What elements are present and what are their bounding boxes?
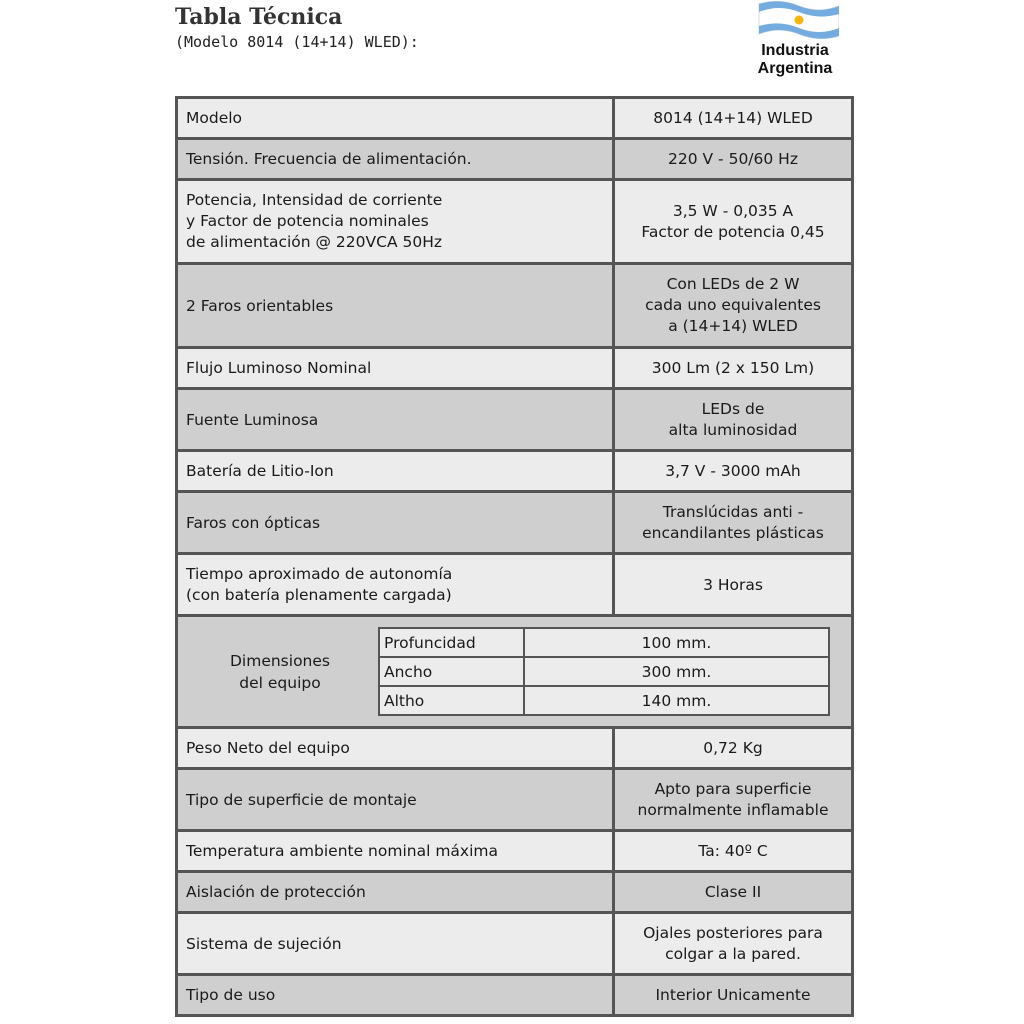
row-label: Tiempo aproximado de autonomía (con batería plenamente cargada) (177, 554, 614, 616)
dimensions-table (378, 627, 830, 716)
dimension-key: Ancho (379, 657, 524, 686)
row-label: Temperatura ambiente nominal máxima (177, 831, 614, 872)
table-row (177, 98, 853, 139)
argentina-flag-icon (755, 0, 839, 40)
row-label: Aislación de protección (177, 872, 614, 913)
dimension-key: Altho (379, 686, 524, 715)
row-label: Modelo (177, 98, 614, 139)
row-value: 8014 (14+14) WLED (614, 98, 853, 139)
table-row (177, 872, 853, 913)
table-row (177, 975, 853, 1016)
dimension-key: Profuncidad (379, 628, 524, 657)
logo-text-line1: Industria (761, 42, 829, 59)
table-row (177, 180, 853, 264)
table-row (177, 264, 853, 348)
spec-table (175, 96, 854, 1017)
row-label: Tensión. Frecuencia de alimentación. (177, 139, 614, 180)
table-row (177, 554, 853, 616)
table-row (177, 451, 853, 492)
row-value: Ta: 40º C (614, 831, 853, 872)
table-row (177, 139, 853, 180)
page-subtitle: (Modelo 8014 (14+14) WLED): (175, 33, 419, 51)
page-title: Tabla Técnica (175, 4, 343, 30)
logo-text-line2: Argentina (757, 60, 833, 77)
dimension-value: 140 mm. (524, 686, 829, 715)
row-label: Fuente Luminosa (177, 389, 614, 451)
row-label: Sistema de sujeción (177, 913, 614, 975)
row-label: Peso Neto del equipo (177, 728, 614, 769)
row-label: Tipo de uso (177, 975, 614, 1016)
dimensions-label: Dimensiones del equipo (229, 651, 330, 692)
row-value: Apto para superficie normalmente inflamable (614, 769, 853, 831)
dimension-value: 300 mm. (524, 657, 829, 686)
dimensions-cell (177, 616, 853, 728)
table-row (177, 389, 853, 451)
row-value: 3,7 V - 3000 mAh (614, 451, 853, 492)
row-label: Faros con ópticas (177, 492, 614, 554)
row-label: 2 Faros orientables (177, 264, 614, 348)
row-value: LEDs de alta luminosidad (614, 389, 853, 451)
row-label: Batería de Litio-Ion (177, 451, 614, 492)
row-label: Flujo Luminoso Nominal (177, 348, 614, 389)
row-label: Potencia, Intensidad de corriente y Factor de potencia nominales de alimentación @ 220VCA 50Hz (177, 180, 614, 264)
table-row (177, 348, 853, 389)
dimension-row (379, 628, 829, 657)
table-row (177, 728, 853, 769)
row-value: 3 Horas (614, 554, 853, 616)
table-row (177, 913, 853, 975)
row-value: Ojales posteriores para colgar a la pared. (614, 913, 853, 975)
row-value: Con LEDs de 2 W cada uno equivalentes a (14+14) WLED (614, 264, 853, 348)
industria-argentina-logo (745, 0, 845, 82)
row-value: Clase II (614, 872, 853, 913)
row-value: 0,72 Kg (614, 728, 853, 769)
dimension-row (379, 657, 829, 686)
row-value: Interior Unicamente (614, 975, 853, 1016)
row-value: 300 Lm (2 x 150 Lm) (614, 348, 853, 389)
row-value: 3,5 W - 0,035 A Factor de potencia 0,45 (614, 180, 853, 264)
table-row (177, 769, 853, 831)
table-row (177, 831, 853, 872)
row-value: 220 V - 50/60 Hz (614, 139, 853, 180)
table-row (177, 492, 853, 554)
dimensions-row (177, 616, 853, 728)
dimension-row (379, 686, 829, 715)
dimension-value: 100 mm. (524, 628, 829, 657)
row-label: Tipo de superficie de montaje (177, 769, 614, 831)
row-value: Translúcidas anti - encandilantes plásticas (614, 492, 853, 554)
